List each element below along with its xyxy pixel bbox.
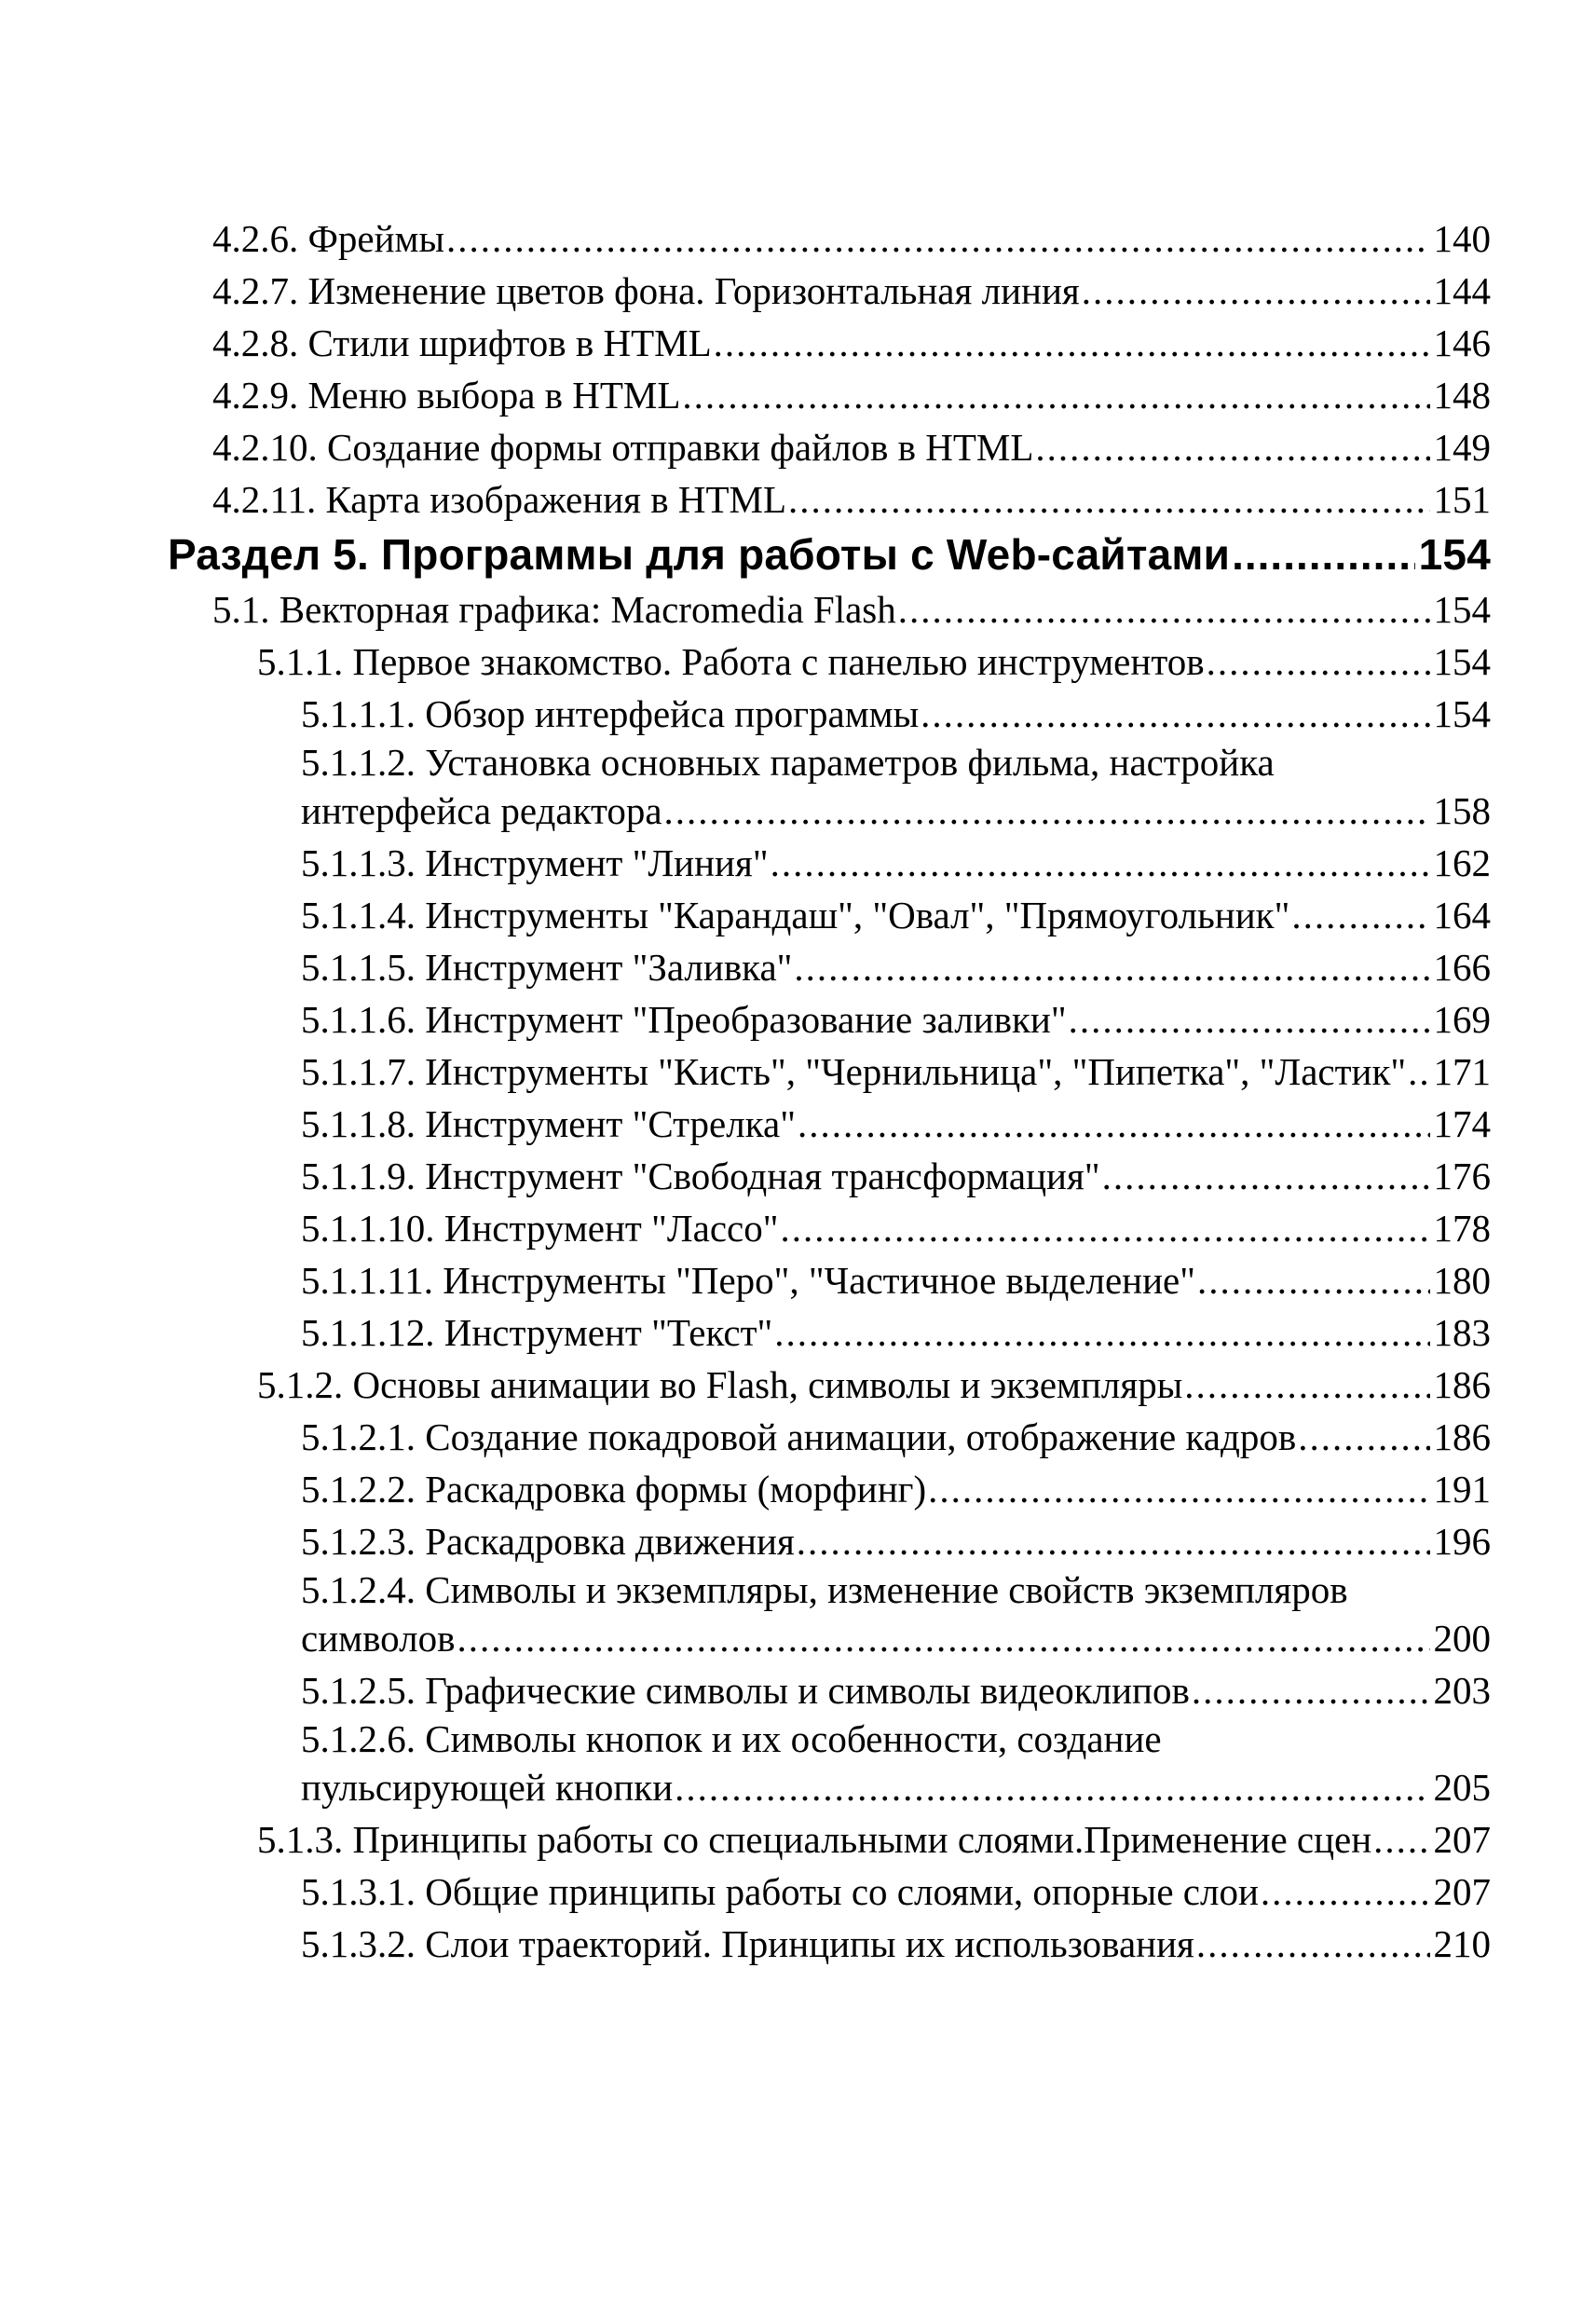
toc-entry-title: 5.1.1.1. Обзор интерфейса программы	[301, 692, 920, 735]
toc-entry-line2	[301, 1612, 1491, 1664]
toc-entry-title: 4.2.9. Меню выбора в HTML	[212, 374, 681, 417]
dot-leader	[664, 785, 1430, 837]
toc-entry-title: 5.1.2.5. Графические символы и символы видеоклипов	[301, 1669, 1190, 1712]
dot-leader	[714, 317, 1430, 369]
toc-entry-4-2-7[interactable]	[0, 265, 1596, 317]
toc-entry-5-1-2[interactable]	[0, 1359, 1596, 1411]
toc-entry-5-1-3[interactable]	[0, 1813, 1596, 1866]
toc-entry-title-line2: интерфейса редактора	[301, 789, 662, 832]
dot-leader	[1291, 889, 1429, 941]
toc-entry-5-1-1-8[interactable]	[0, 1098, 1596, 1150]
dot-leader	[1192, 1664, 1430, 1716]
toc-page-number: 169	[1433, 998, 1491, 1041]
table-of-contents	[0, 212, 1596, 1970]
dot-leader	[1184, 1359, 1429, 1411]
toc-page-number: 200	[1433, 1617, 1491, 1660]
toc-entry-4-2-8[interactable]	[0, 317, 1596, 369]
toc-page-number: 158	[1433, 789, 1491, 832]
dot-leader	[928, 1463, 1429, 1515]
toc-entry-title: 5.1.3.1. Общие принципы работы со слоями, опорные слои	[301, 1870, 1259, 1913]
dot-leader	[1373, 1813, 1429, 1866]
toc-page-number: 154	[1433, 588, 1491, 631]
toc-entry-5-1-2-1[interactable]	[0, 1411, 1596, 1463]
toc-entry-4-2-9[interactable]	[0, 369, 1596, 421]
toc-entry-5-1-1-12[interactable]	[0, 1306, 1596, 1359]
toc-entry-4-2-10[interactable]	[0, 421, 1596, 473]
toc-entry-title: 5.1.1.10. Инструмент "Лассо"	[301, 1207, 779, 1250]
toc-entry-title: 5.1.1.4. Инструменты "Карандаш", "Овал", "Прямоугольник"	[301, 894, 1290, 936]
dot-leader	[794, 941, 1429, 993]
dot-leader	[1261, 1866, 1430, 1918]
toc-entry-title: 5.1.1.7. Инструменты "Кисть", "Чернильница", "Пипетка", "Ластик"	[301, 1050, 1407, 1093]
toc-page-number: 144	[1433, 269, 1491, 312]
toc-entry-5-1-2-3[interactable]	[0, 1515, 1596, 1567]
toc-entry-5-1-1-1[interactable]	[0, 688, 1596, 740]
toc-entry-title: 4.2.8. Стили шрифтов в HTML	[212, 321, 712, 364]
toc-entry-5-1-1-6[interactable]	[0, 993, 1596, 1046]
toc-entry-title-line1: 5.1.2.4. Символы и экземпляры, изменение свойств экземпляров	[301, 1568, 1348, 1611]
dot-leader	[1232, 526, 1415, 583]
toc-entry-5-1-3-2[interactable]	[0, 1918, 1596, 1970]
toc-page-number: 210	[1433, 1922, 1491, 1965]
toc-entry-5-1-1-4[interactable]	[0, 889, 1596, 941]
section-title: Раздел 5. Программы для работы с Web-сайтами	[168, 530, 1231, 579]
dot-leader	[1197, 1254, 1430, 1306]
toc-entry-5-1-2-6[interactable]	[0, 1716, 1596, 1813]
dot-leader	[780, 1202, 1429, 1254]
toc-page-number: 178	[1433, 1207, 1491, 1250]
toc-entry-title: 5.1.3.2. Слои траекторий. Принципы их использования	[301, 1922, 1194, 1965]
toc-entry-title: 5.1.2.1. Создание покадровой анимации, отображение кадров	[301, 1415, 1297, 1458]
dot-leader	[1408, 1046, 1429, 1098]
toc-entry-line2	[301, 785, 1491, 837]
toc-entry-title-line1: 5.1.2.6. Символы кнопок и их особенности, создание	[301, 1717, 1162, 1760]
toc-entry-title: 4.2.6. Фреймы	[212, 217, 445, 260]
toc-entry-title: 5.1.3. Принципы работы со специальными слоями.Применение сцен	[257, 1818, 1372, 1861]
toc-entry-5-1-1-5[interactable]	[0, 941, 1596, 993]
toc-page-number: 149	[1433, 426, 1491, 469]
toc-page-number: 166	[1433, 946, 1491, 989]
toc-entry-title: 5.1.2.3. Раскадровка движения	[301, 1520, 795, 1563]
dot-leader	[1069, 993, 1430, 1046]
toc-entry-title: 4.2.7. Изменение цветов фона. Горизонтальная линия	[212, 269, 1080, 312]
toc-page-number: 205	[1433, 1766, 1491, 1809]
toc-entry-5-1-1-11[interactable]	[0, 1254, 1596, 1306]
toc-page-number: 203	[1433, 1669, 1491, 1712]
toc-page-number: 196	[1433, 1520, 1491, 1563]
toc-entry-title-line1: 5.1.1.2. Установка основных параметров фильма, настройка	[301, 741, 1275, 784]
toc-entry-title: 5.1.1.8. Инструмент "Стрелка"	[301, 1102, 796, 1145]
toc-entry-line2	[301, 1761, 1491, 1813]
toc-entry-5-1-1-10[interactable]	[0, 1202, 1596, 1254]
toc-entry-5-1-1-7[interactable]	[0, 1046, 1596, 1098]
dot-leader	[682, 369, 1429, 421]
toc-page-number: 151	[1433, 478, 1491, 521]
dot-leader	[675, 1761, 1429, 1813]
toc-page-number: 191	[1433, 1468, 1491, 1510]
toc-entry-title: 5.1.1.6. Инструмент "Преобразование заливки"	[301, 998, 1067, 1041]
dot-leader	[898, 583, 1430, 636]
toc-entry-title: 5.1.1.3. Инструмент "Линия"	[301, 841, 769, 884]
toc-entry-title: 4.2.11. Карта изображения в HTML	[212, 478, 787, 521]
toc-page-number: 186	[1433, 1415, 1491, 1458]
dot-leader	[457, 1612, 1429, 1664]
toc-page-number: 176	[1433, 1155, 1491, 1197]
dot-leader	[1298, 1411, 1429, 1463]
dot-leader	[798, 1098, 1430, 1150]
toc-entry-5-1-1-2[interactable]	[0, 740, 1596, 837]
dot-leader	[446, 212, 1429, 265]
toc-entry-title: 5.1.1.12. Инструмент "Текст"	[301, 1311, 773, 1354]
toc-entry-title: 5.1.2. Основы анимации во Flash, символы и экземпляры	[257, 1363, 1183, 1406]
dot-leader	[1102, 1150, 1430, 1202]
toc-page-number: 154	[1433, 640, 1491, 683]
toc-entry-title: 5.1.1.5. Инструмент "Заливка"	[301, 946, 793, 989]
toc-page-number: 207	[1433, 1870, 1491, 1913]
toc-entry-5-1-1-3[interactable]	[0, 837, 1596, 889]
toc-page-number: 162	[1433, 841, 1491, 884]
toc-page-number: 146	[1433, 321, 1491, 364]
dot-leader	[788, 473, 1429, 526]
toc-entry-5-1[interactable]	[0, 583, 1596, 636]
dot-leader	[774, 1306, 1429, 1359]
toc-entry-5-1-2-2[interactable]	[0, 1463, 1596, 1515]
toc-entry-title-line2: пульсирующей кнопки	[301, 1766, 674, 1809]
toc-page-number: 148	[1433, 374, 1491, 417]
toc-entry-5-1-3-1[interactable]	[0, 1866, 1596, 1918]
dot-leader	[1207, 636, 1430, 688]
toc-page-number: 183	[1433, 1311, 1491, 1354]
toc-entry-5-1-1-9[interactable]	[0, 1150, 1596, 1202]
dot-leader	[1035, 421, 1429, 473]
toc-entry-title: 5.1.1. Первое знакомство. Работа с панелью инструментов	[257, 640, 1205, 683]
toc-section-5[interactable]	[0, 526, 1596, 583]
toc-page-number: 164	[1433, 894, 1491, 936]
toc-entry-5-1-2-5[interactable]	[0, 1664, 1596, 1716]
dot-leader	[771, 837, 1430, 889]
toc-entry-title: 5.1.1.11. Инструменты "Перо", "Частичное выделение"	[301, 1259, 1195, 1302]
dot-leader	[797, 1515, 1430, 1567]
toc-entry-title: 5.1.1.9. Инструмент "Свободная трансформация"	[301, 1155, 1100, 1197]
toc-page-number: 180	[1433, 1259, 1491, 1302]
toc-entry-title: 5.1.2.2. Раскадровка формы (морфинг)	[301, 1468, 927, 1510]
toc-page-number: 171	[1433, 1050, 1491, 1093]
dot-leader	[921, 688, 1429, 740]
toc-page-number: 174	[1433, 1102, 1491, 1145]
toc-entry-title-line2: символов	[301, 1617, 456, 1660]
toc-entry-title: 5.1. Векторная графика: Macromedia Flash	[212, 588, 896, 631]
toc-entry-title: 4.2.10. Создание формы отправки файлов в HTML	[212, 426, 1034, 469]
dot-leader	[1082, 265, 1430, 317]
toc-page-number: 154	[1433, 692, 1491, 735]
toc-page-number: 140	[1433, 217, 1491, 260]
toc-page-number: 186	[1433, 1363, 1491, 1406]
toc-entry-4-2-6[interactable]	[0, 212, 1596, 265]
toc-entry-5-1-2-4[interactable]	[0, 1567, 1596, 1664]
dot-leader	[1196, 1918, 1430, 1970]
toc-entry-4-2-11[interactable]	[0, 473, 1596, 526]
toc-page-number: 207	[1433, 1818, 1491, 1861]
section-page-number: 154	[1418, 530, 1491, 579]
toc-entry-5-1-1[interactable]	[0, 636, 1596, 688]
